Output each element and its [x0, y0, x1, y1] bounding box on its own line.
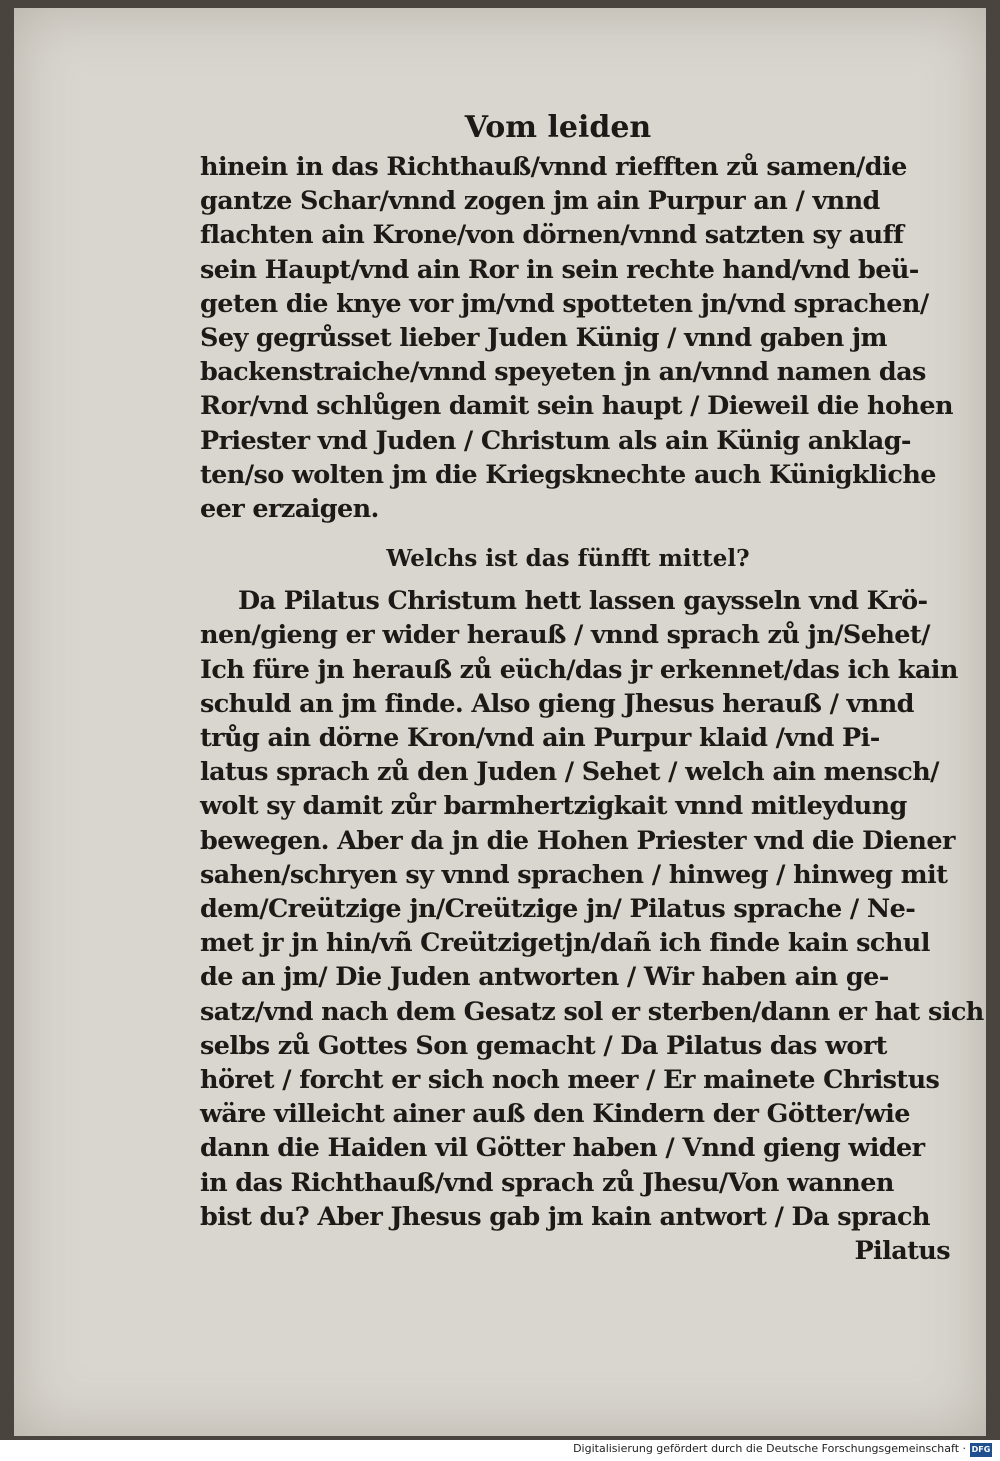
text-line: latus sprach zů den Juden / Sehet / welch ain mensch/: [200, 757, 939, 788]
text-line: Sey gegrůsset lieber Juden Künig / vnnd gaben jm: [200, 323, 887, 354]
catchword: Pilatus: [854, 1236, 950, 1267]
text-line: trůg ain dörne Kron/vnd ain Purpur klaid /vnd Pi-: [200, 723, 880, 754]
text-line: hinein in das Richthauß/vnnd riefften zů samen/die: [200, 152, 907, 182]
text-line: höret / forcht er sich noch meer / Er mainete Christus: [200, 1065, 940, 1096]
text-line: sahen/schryen sy vnnd sprachen / hinweg / hinweg mit: [200, 859, 948, 890]
text-line: dem/Creützige jn/Creützige jn/ Pilatus sprache / Ne-: [200, 894, 916, 925]
text-line: dann die Haiden vil Götter haben / Vnnd gieng wider: [200, 1133, 925, 1164]
text-line: selbs zů Gottes Son gemacht / Da Pilatus das wort: [200, 1030, 887, 1061]
text-line: in das Richthauß/vnd sprach zů Jhesu/Von wannen: [200, 1167, 894, 1198]
funding-note: Digitalisierung gefördert durch die Deutsche Forschungsgemeinschaft ·: [573, 1442, 966, 1455]
text-line: backenstraiche/vnnd speyeten jn an/vnnd namen das: [200, 357, 926, 388]
text-line: sein Haupt/vnd ain Ror in sein rechte hand/vnd beü-: [200, 254, 919, 285]
text-line: bist du? Aber Jhesus gab jm kain antwort / Da sprach: [200, 1201, 930, 1232]
text-line: schuld an jm finde. Also gieng Jhesus herauß / vnnd: [200, 688, 914, 719]
running-head: Vom leiden: [464, 110, 652, 145]
text-line: met jr jn hin/vñ Creützigetjn/dañ ich finde kain schul: [200, 928, 930, 959]
text-line: ten/so wolten jm die Kriegsknechte auch Künigkliche: [200, 459, 936, 490]
text-line: de an jm/ Die Juden antworten / Wir haben ain ge-: [200, 962, 889, 993]
section-heading: Welchs ist das fünfft mittel?: [386, 545, 750, 573]
page-text-block: [200, 106, 984, 1268]
text-line: flachten ain Krone/von dörnen/vnnd satzten sy auff: [200, 220, 904, 251]
text-line: Ich füre jn herauß zů eüch/das jr erkennet/das ich kain: [200, 654, 958, 685]
text-line: geten die knye vor jm/vnd spotteten jn/vnd sprachen/: [200, 288, 929, 319]
paragraph-1: [200, 150, 956, 526]
footer-bar: [0, 1440, 1000, 1461]
paragraph-2: [200, 584, 984, 1234]
book-page: [14, 8, 986, 1436]
text-line: Ror/vnd schlůgen damit sein haupt / Dieweil die hohen: [200, 391, 953, 422]
text-line: gantze Schar/vnnd zogen jm ain Purpur an / vnnd: [200, 186, 880, 217]
text-line: satz/vnd nach dem Gesatz sol er sterben/dann er hat sich: [200, 996, 984, 1027]
dfg-logo-icon: DFG: [970, 1443, 992, 1457]
text-line: eer erzaigen.: [200, 494, 379, 525]
text-line: wolt sy damit zůr barmhertzigkait vnnd mitleydung: [200, 791, 907, 822]
text-line: Priester vnd Juden / Christum als ain Künig anklag-: [200, 425, 911, 456]
text-line: nen/gieng er wider herauß / vnnd sprach zů jn/Sehet/: [200, 620, 930, 651]
text-line: Da Pilatus Christum hett lassen gaysseln vnd Krö-: [238, 586, 928, 617]
text-line: bewegen. Aber da jn die Hohen Priester vnd die Diener: [200, 825, 955, 856]
text-line: wäre villeicht ainer auß den Kindern der Götter/wie: [200, 1099, 910, 1130]
